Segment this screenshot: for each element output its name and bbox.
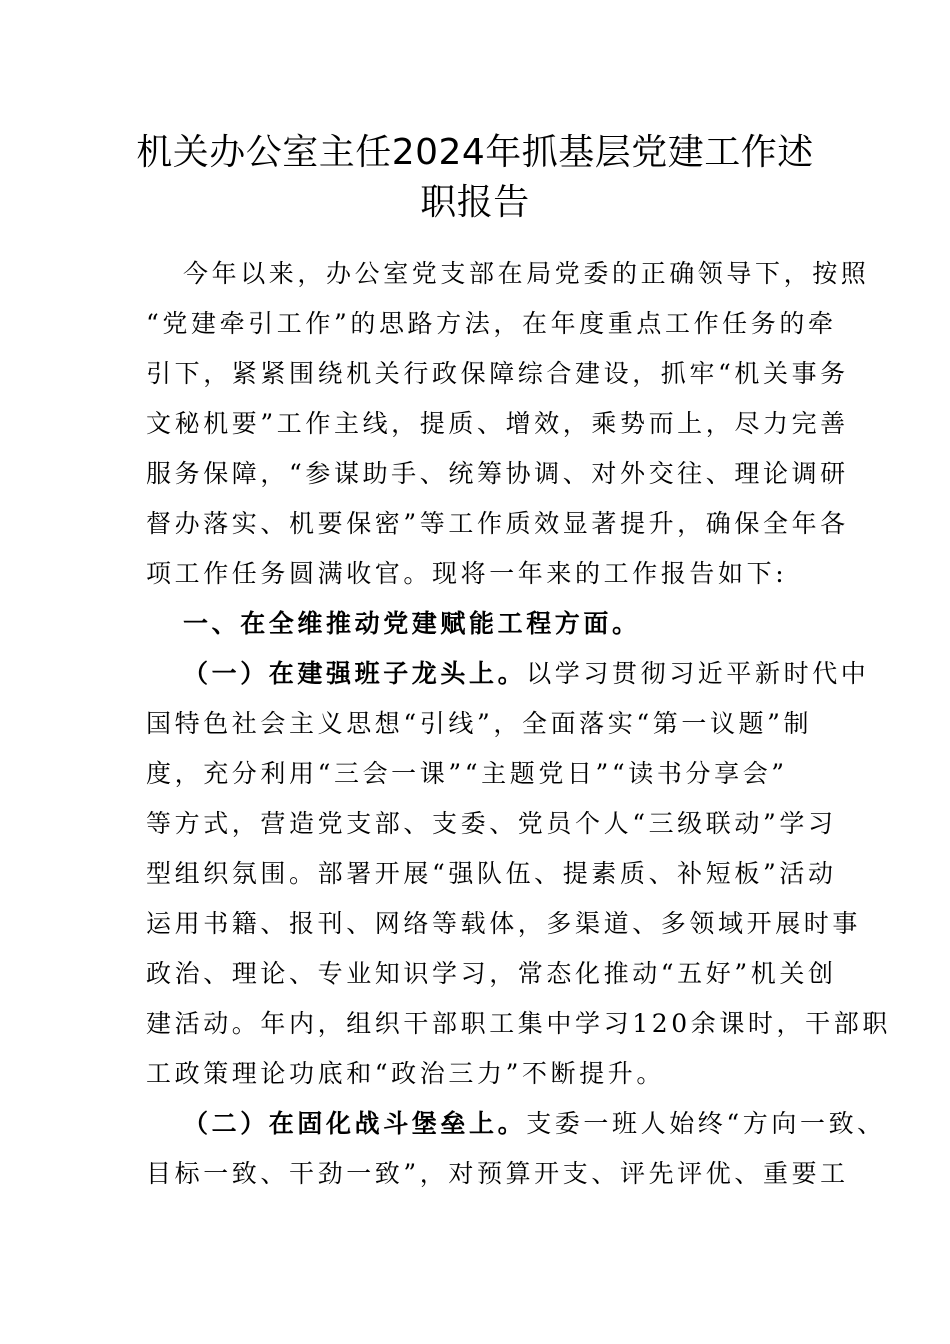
body-line	[146, 409, 866, 439]
body-text: 等方式，营造党支部、支委、党员个人“三级联动”学习	[146, 809, 837, 838]
body-line	[146, 259, 903, 289]
body-line	[146, 609, 903, 639]
document-title	[110, 128, 840, 228]
body-text: 项工作任务圆满收官。现将一年来的工作报告如下:	[146, 559, 788, 588]
body-line	[146, 659, 903, 689]
body-text: 政治、理论、专业知识学习，常态化推动“五好”机关创	[146, 959, 837, 988]
body-line	[146, 709, 866, 739]
body-line	[146, 809, 866, 839]
body-text: 建活动。年内，组织干部职工集中学习120余课时，干部职	[146, 1009, 891, 1038]
title-line-2: 职报告	[420, 182, 530, 223]
body-text: 以学习贯彻习近平新时代中	[526, 659, 870, 688]
body-text: 引下，紧紧围绕机关行政保障综合建设，抓牢“机关事务	[146, 359, 849, 388]
body-line	[146, 359, 866, 389]
section-heading: （二）在固化战斗堡垒上。	[183, 1109, 527, 1138]
body-line	[146, 1059, 866, 1089]
body-text: 督办落实、机要保密”等工作质效显著提升，确保全年各	[146, 509, 849, 538]
title-line-1: 机关办公室主任2024年抓基层党建工作述	[136, 132, 814, 173]
body-line	[146, 959, 866, 989]
body-text: 型组织氛围。部署开展“强队伍、提素质、补短板”活动	[146, 859, 837, 888]
body-text: 今年以来，办公室党支部在局党委的正确领导下，按照	[183, 259, 870, 288]
section-heading: （一）在建强班子龙头上。	[183, 659, 527, 688]
body-text: 度，充分利用“三会一课”“主题党日”“读书分享会”	[146, 759, 788, 788]
body-text: 服务保障，“参谋助手、统筹协调、对外交往、理论调研	[146, 459, 849, 488]
body-text: “党建牵引工作”的思路方法，在年度重点工作任务的牵	[146, 309, 837, 338]
body-text: 工政策理论功底和“政治三力”不断提升。	[146, 1059, 665, 1088]
body-line	[146, 309, 866, 339]
body-line	[146, 509, 866, 539]
body-text: 国特色社会主义思想“引线”，全面落实“第一议题”制	[146, 709, 813, 738]
section-heading: 一、在全维推动党建赋能工程方面。	[183, 609, 641, 638]
body-line	[146, 1109, 903, 1139]
body-text: 文秘机要”工作主线，提质、增效，乘势而上，尽力完善	[146, 409, 849, 438]
body-line	[146, 759, 866, 789]
body-line	[146, 1159, 866, 1189]
body-line	[146, 859, 866, 889]
body-line	[146, 909, 866, 939]
body-line	[146, 459, 866, 489]
body-text: 运用书籍、报刊、网络等载体，多渠道、多领域开展时事	[146, 909, 862, 938]
body-text: 支委一班人始终“方向一致、	[526, 1109, 886, 1138]
body-text: 目标一致、干劲一致”，对预算开支、评先评优、重要工	[146, 1159, 849, 1188]
body-line	[146, 559, 866, 589]
body-line	[146, 1009, 891, 1039]
